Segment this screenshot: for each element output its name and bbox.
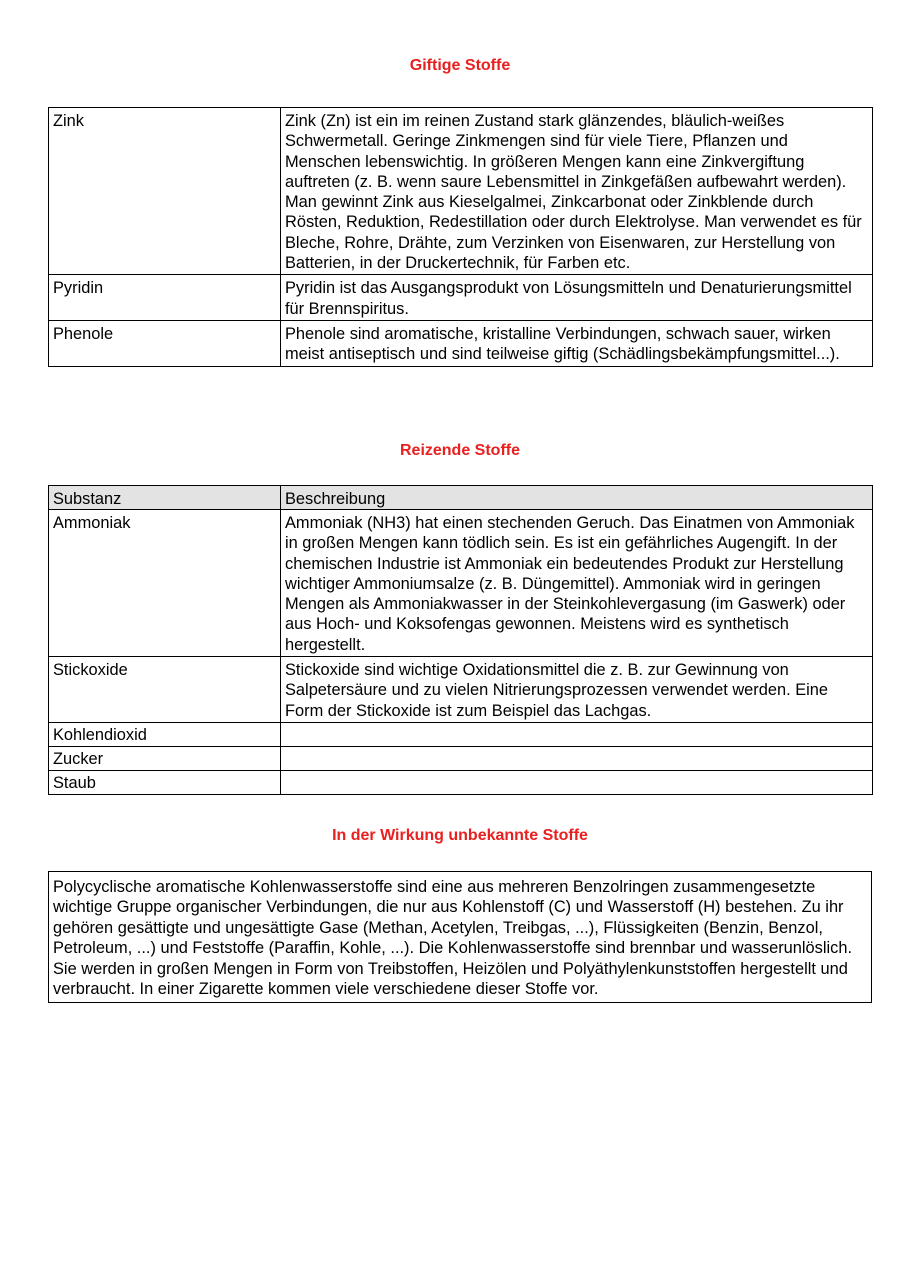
- substance-description: [281, 770, 873, 794]
- substance-description: Stickoxide sind wichtige Oxidationsmittel die z. B. zur Gewinnung von Salpetersäure und zu vielen Nitrierungsprozessen verwendet werden. Eine Form der Stickoxide ist zum Beispiel das Lachgas.: [281, 657, 873, 723]
- section-title-giftige-stoffe: Giftige Stoffe: [409, 57, 511, 74]
- unbekannte-stoffe-textbox: Polycyclische aromatische Kohlenwasserstoffe sind eine aus mehreren Benzolringen zusammengesetzte wichtige Gruppe organischer Verbindungen, die nur aus Kohlenstoff (C) und Wasserstoff (H) bestehen. Zu ihr gehören gesättigte und ungesättigte Gase (Methan, Acetylen, Treibgas, ...), Flüssigkeiten (Benzin, Benzol, Petroleum, ...) und Feststoffe (Paraffin, Kohle, ...). Die Kohlenwasserstoffe sind brennbar und wasserunlöslich. Sie werden in großen Mengen in Form von Treibstoffen, Heizölen und Polyäthylenkunststoffen hergestellt und verbraucht. In einer Zigarette kommen viele verschiedene dieser Stoffe vor.: [48, 871, 872, 1003]
- substance-name: Kohlendioxid: [49, 722, 281, 746]
- substance-name: Staub: [49, 770, 281, 794]
- table-row: [49, 320, 873, 366]
- substance-name: Phenole: [49, 320, 281, 366]
- substance-description: Ammoniak (NH3) hat einen stechenden Geruch. Das Einatmen von Ammoniak in großen Mengen kann tödlich sein. Es ist ein gefährliches Augengift. In der chemischen Industrie ist Ammoniak ein bedeutendes Produkt zur Herstellung wichtiger Ammoniumsalze (z. B. Düngemittel). Ammoniak wird in geringen Mengen als Ammoniakwasser in der Steinkohlevergasung (im Gaswerk) oder aus Hoch- und Koksofengas gewonnen. Meistens wird es synthetisch hergestellt.: [281, 510, 873, 657]
- table-row: [49, 746, 873, 770]
- substance-name: Stickoxide: [49, 657, 281, 723]
- table-reizende-stoffe: [48, 485, 873, 795]
- substance-description: Pyridin ist das Ausgangsprodukt von Lösungsmitteln und Denaturierungsmittel für Brennspiritus.: [281, 275, 873, 321]
- column-header-beschreibung: Beschreibung: [281, 486, 873, 510]
- table-row: [49, 770, 873, 794]
- section-title-unbekannte-stoffe: In der Wirkung unbekannte Stoffe: [332, 827, 588, 844]
- column-header-substanz: Substanz: [49, 486, 281, 510]
- section-title-reizende-stoffe: Reizende Stoffe: [399, 442, 520, 459]
- substance-name: Ammoniak: [49, 510, 281, 657]
- table-row: [49, 108, 873, 275]
- table-giftige-stoffe: [48, 107, 873, 367]
- substance-name: Zink: [49, 108, 281, 275]
- substance-description: Zink (Zn) ist ein im reinen Zustand stark glänzendes, bläulich-weißes Schwermetall. Geringe Zinkmengen sind für viele Tiere, Pflanzen und Menschen lebenswichtig. In größeren Mengen kann eine Zinkvergiftung auftreten (z. B. wenn saure Lebensmittel in Zinkgefäßen aufbewahrt werden). Man gewinnt Zink aus Kieselgalmei, Zinkcarbonat oder Zinkblende durch Rösten, Reduktion, Redestillation oder durch Elektrolyse. Man verwendet es für Bleche, Rohre, Drähte, zum Verzinken von Eisenwaren, zur Herstellung von Batterien, in der Druckertechnik, für Farben etc.: [281, 108, 873, 275]
- substance-description: [281, 746, 873, 770]
- table-row: [49, 510, 873, 657]
- table-header-row: [49, 486, 873, 510]
- table-row: [49, 722, 873, 746]
- substance-name: Zucker: [49, 746, 281, 770]
- table-row: [49, 657, 873, 723]
- table-row: [49, 275, 873, 321]
- substance-name: Pyridin: [49, 275, 281, 321]
- substance-description: Phenole sind aromatische, kristalline Verbindungen, schwach sauer, wirken meist antiseptisch und sind teilweise giftig (Schädlingsbekämpfungsmittel...).: [281, 320, 873, 366]
- substance-description: [281, 722, 873, 746]
